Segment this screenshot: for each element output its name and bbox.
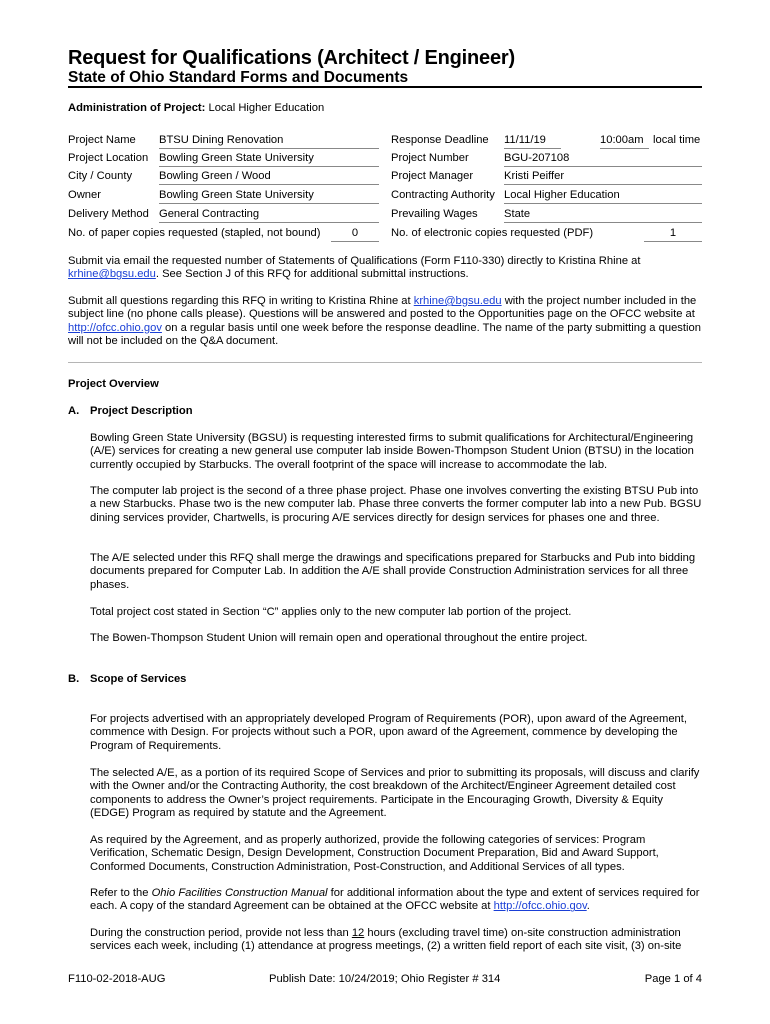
project-location-value: Bowling Green State University [159, 152, 379, 167]
project-manager-value: Kristi Peiffer [504, 170, 702, 185]
delivery-method-value: General Contracting [159, 208, 379, 223]
section-b-heading: Scope of Services [90, 673, 187, 685]
project-location-label: Project Location [68, 152, 149, 164]
questions-email-link[interactable]: krhine@bgsu.edu [413, 295, 502, 307]
section-b-letter: B. [68, 673, 80, 685]
owner-label: Owner [68, 189, 101, 201]
construction-hours: 12 [351, 927, 365, 939]
section-a-letter: A. [68, 405, 80, 417]
ofcc-website-link[interactable]: http://ofcc.ohio.gov [68, 321, 162, 334]
response-deadline-label: Response Deadline [391, 134, 489, 146]
footer-publish-date: Publish Date: 10/24/2019; Ohio Register # 314 [269, 973, 501, 985]
response-deadline-time: 10:00am [600, 134, 649, 149]
administration-value: Local Higher Education [208, 102, 325, 114]
project-name-value: BTSU Dining Renovation [159, 134, 379, 149]
city-county-label: City / County [68, 170, 133, 182]
response-deadline-date: 11/11/19 [504, 134, 561, 149]
construction-text-end: hours (excluding travel time) on-site construction administration services each week, including (1) attendance at progress meetings, (2) a written field report of each site visit, (3) on-site [90, 927, 682, 953]
section-a-heading: Project Description [90, 405, 193, 417]
description-paragraph: The computer lab project is the second of a three phase project. Phase one involves converting the existing BTSU Pub into a new Starbucks. Phase two is the new computer lab. Phase three converts the former computer lab into a new Pub. BGSU dining services provider, Chartwells, is procuring A/E services directly for design services for phases one and three. [90, 485, 702, 524]
submit-email-text-end: . See Section J of this RFQ for additional submittal instructions. [155, 268, 469, 281]
project-number-value: BGU-207108 [504, 152, 702, 167]
submit-email-text: Submit via email the requested number of Statements of Qualifications (Form F110-330) directly to Kristina Rhine at [68, 255, 641, 267]
scope-paragraph: As required by the Agreement, and as properly authorized, provide the following categories of services: Program Verification, Schematic Design, Design Development, Construction Document Preparation, Bid and Award Support, Conformed Documents, Construction Administration, Post-Construction, and Additional Services of all types. [90, 834, 659, 873]
scope-paragraph: The selected A/E, as a portion of its required Scope of Services and prior to submitting its proposals, will discuss and clarify with the Owner and/or the Contracting Authority, the cost breakdown of the Architect/Engineer Agreement detailed cost components to address the Owner’s project requirements. Participate in the Encouraging Growth, Diversity & Equity (EDGE) Program as required by statute and the Agreement. [90, 767, 700, 820]
questions-paragraph [68, 295, 704, 349]
contracting-authority-label: Contracting Authority [391, 189, 495, 201]
footer-page-number: Page 1 of 4 [644, 973, 702, 985]
electronic-copies-value: 1 [644, 227, 702, 242]
administration-label: Administration of Project: [68, 102, 206, 114]
owner-value: Bowling Green State University [159, 189, 379, 204]
construction-paragraph [90, 927, 704, 954]
administration-line [68, 102, 324, 115]
refer-paragraph [90, 887, 704, 914]
paper-copies-label: No. of paper copies requested (stapled, not bound) [68, 227, 321, 239]
section-divider [68, 362, 702, 363]
construction-manual-title: Ohio Facilities Construction Manual [151, 887, 328, 899]
refer-text-middle: for additional information about the type and extent of services required for each. A copy of the standard Agreement can be obtained at the OFCC website at [90, 887, 700, 913]
response-deadline-suffix: local time [653, 134, 701, 146]
paper-copies-value: 0 [331, 227, 379, 242]
project-number-label: Project Number [391, 152, 469, 164]
description-paragraph: Total project cost stated in Section “C” applies only to the new computer lab portion of the project. [90, 606, 572, 618]
footer-form-id: F110-02-2018-AUG [68, 973, 166, 985]
questions-text-middle: with the project number included in the subject line (no phone calls please). Questions will be answered and posted to the Opportunities page on the OFCC website at [68, 295, 697, 321]
project-manager-label: Project Manager [391, 170, 474, 182]
refer-text-end: . [586, 900, 590, 913]
submit-email-paragraph [68, 255, 704, 282]
description-paragraph: The A/E selected under this RFQ shall merge the drawings and specifications prepared for Starbucks and Pub into bidding documents prepared for Computer Lab. In addition the A/E shall provide Construction Administration services for all three phases. [90, 552, 696, 591]
construction-text: During the construction period, provide not less than [90, 927, 349, 939]
project-overview-heading: Project Overview [68, 378, 159, 390]
delivery-method-label: Delivery Method [68, 208, 149, 220]
scope-paragraph: For projects advertised with an appropriately developed Program of Requirements (POR), upon award of the Agreement, commence with Design. For projects without such a POR, upon award of the Agreement, commence by developing the Program of Requirements. [90, 713, 687, 752]
ofcc-agreement-link[interactable]: http://ofcc.ohio.gov [493, 900, 587, 913]
document-title: Request for Qualifications (Architect / Engineer) [68, 47, 515, 69]
city-county-value: Bowling Green / Wood [159, 170, 379, 185]
title-rule [68, 86, 702, 88]
contracting-authority-value: Local Higher Education [504, 189, 702, 204]
prevailing-wages-label: Prevailing Wages [391, 208, 478, 220]
description-paragraph: Bowling Green State University (BGSU) is requesting interested firms to submit qualifications for Architectural/Engineering (A/E) services for creating a new general use computer lab inside Bowen-Thompson Student Union (BTSU) in the location currently occupied by Starbucks. The overall footprint of the space will increase to accommodate the lab. [90, 432, 694, 471]
questions-text: Submit all questions regarding this RFQ in writing to Kristina Rhine at [68, 295, 411, 307]
project-name-label: Project Name [68, 134, 136, 146]
questions-text-end: on a regular basis until one week before the response deadline. The name of the party submitting a question will not be included on the Q&A document. [68, 321, 701, 348]
electronic-copies-label: No. of electronic copies requested (PDF) [391, 227, 594, 239]
prevailing-wages-value: State [504, 208, 702, 223]
contact-email-link[interactable]: krhine@bgsu.edu [68, 268, 156, 281]
description-paragraph: The Bowen-Thompson Student Union will remain open and operational throughout the entire project. [90, 632, 588, 644]
document-subtitle: State of Ohio Standard Forms and Documents [68, 69, 409, 86]
refer-text: Refer to the [90, 887, 149, 899]
